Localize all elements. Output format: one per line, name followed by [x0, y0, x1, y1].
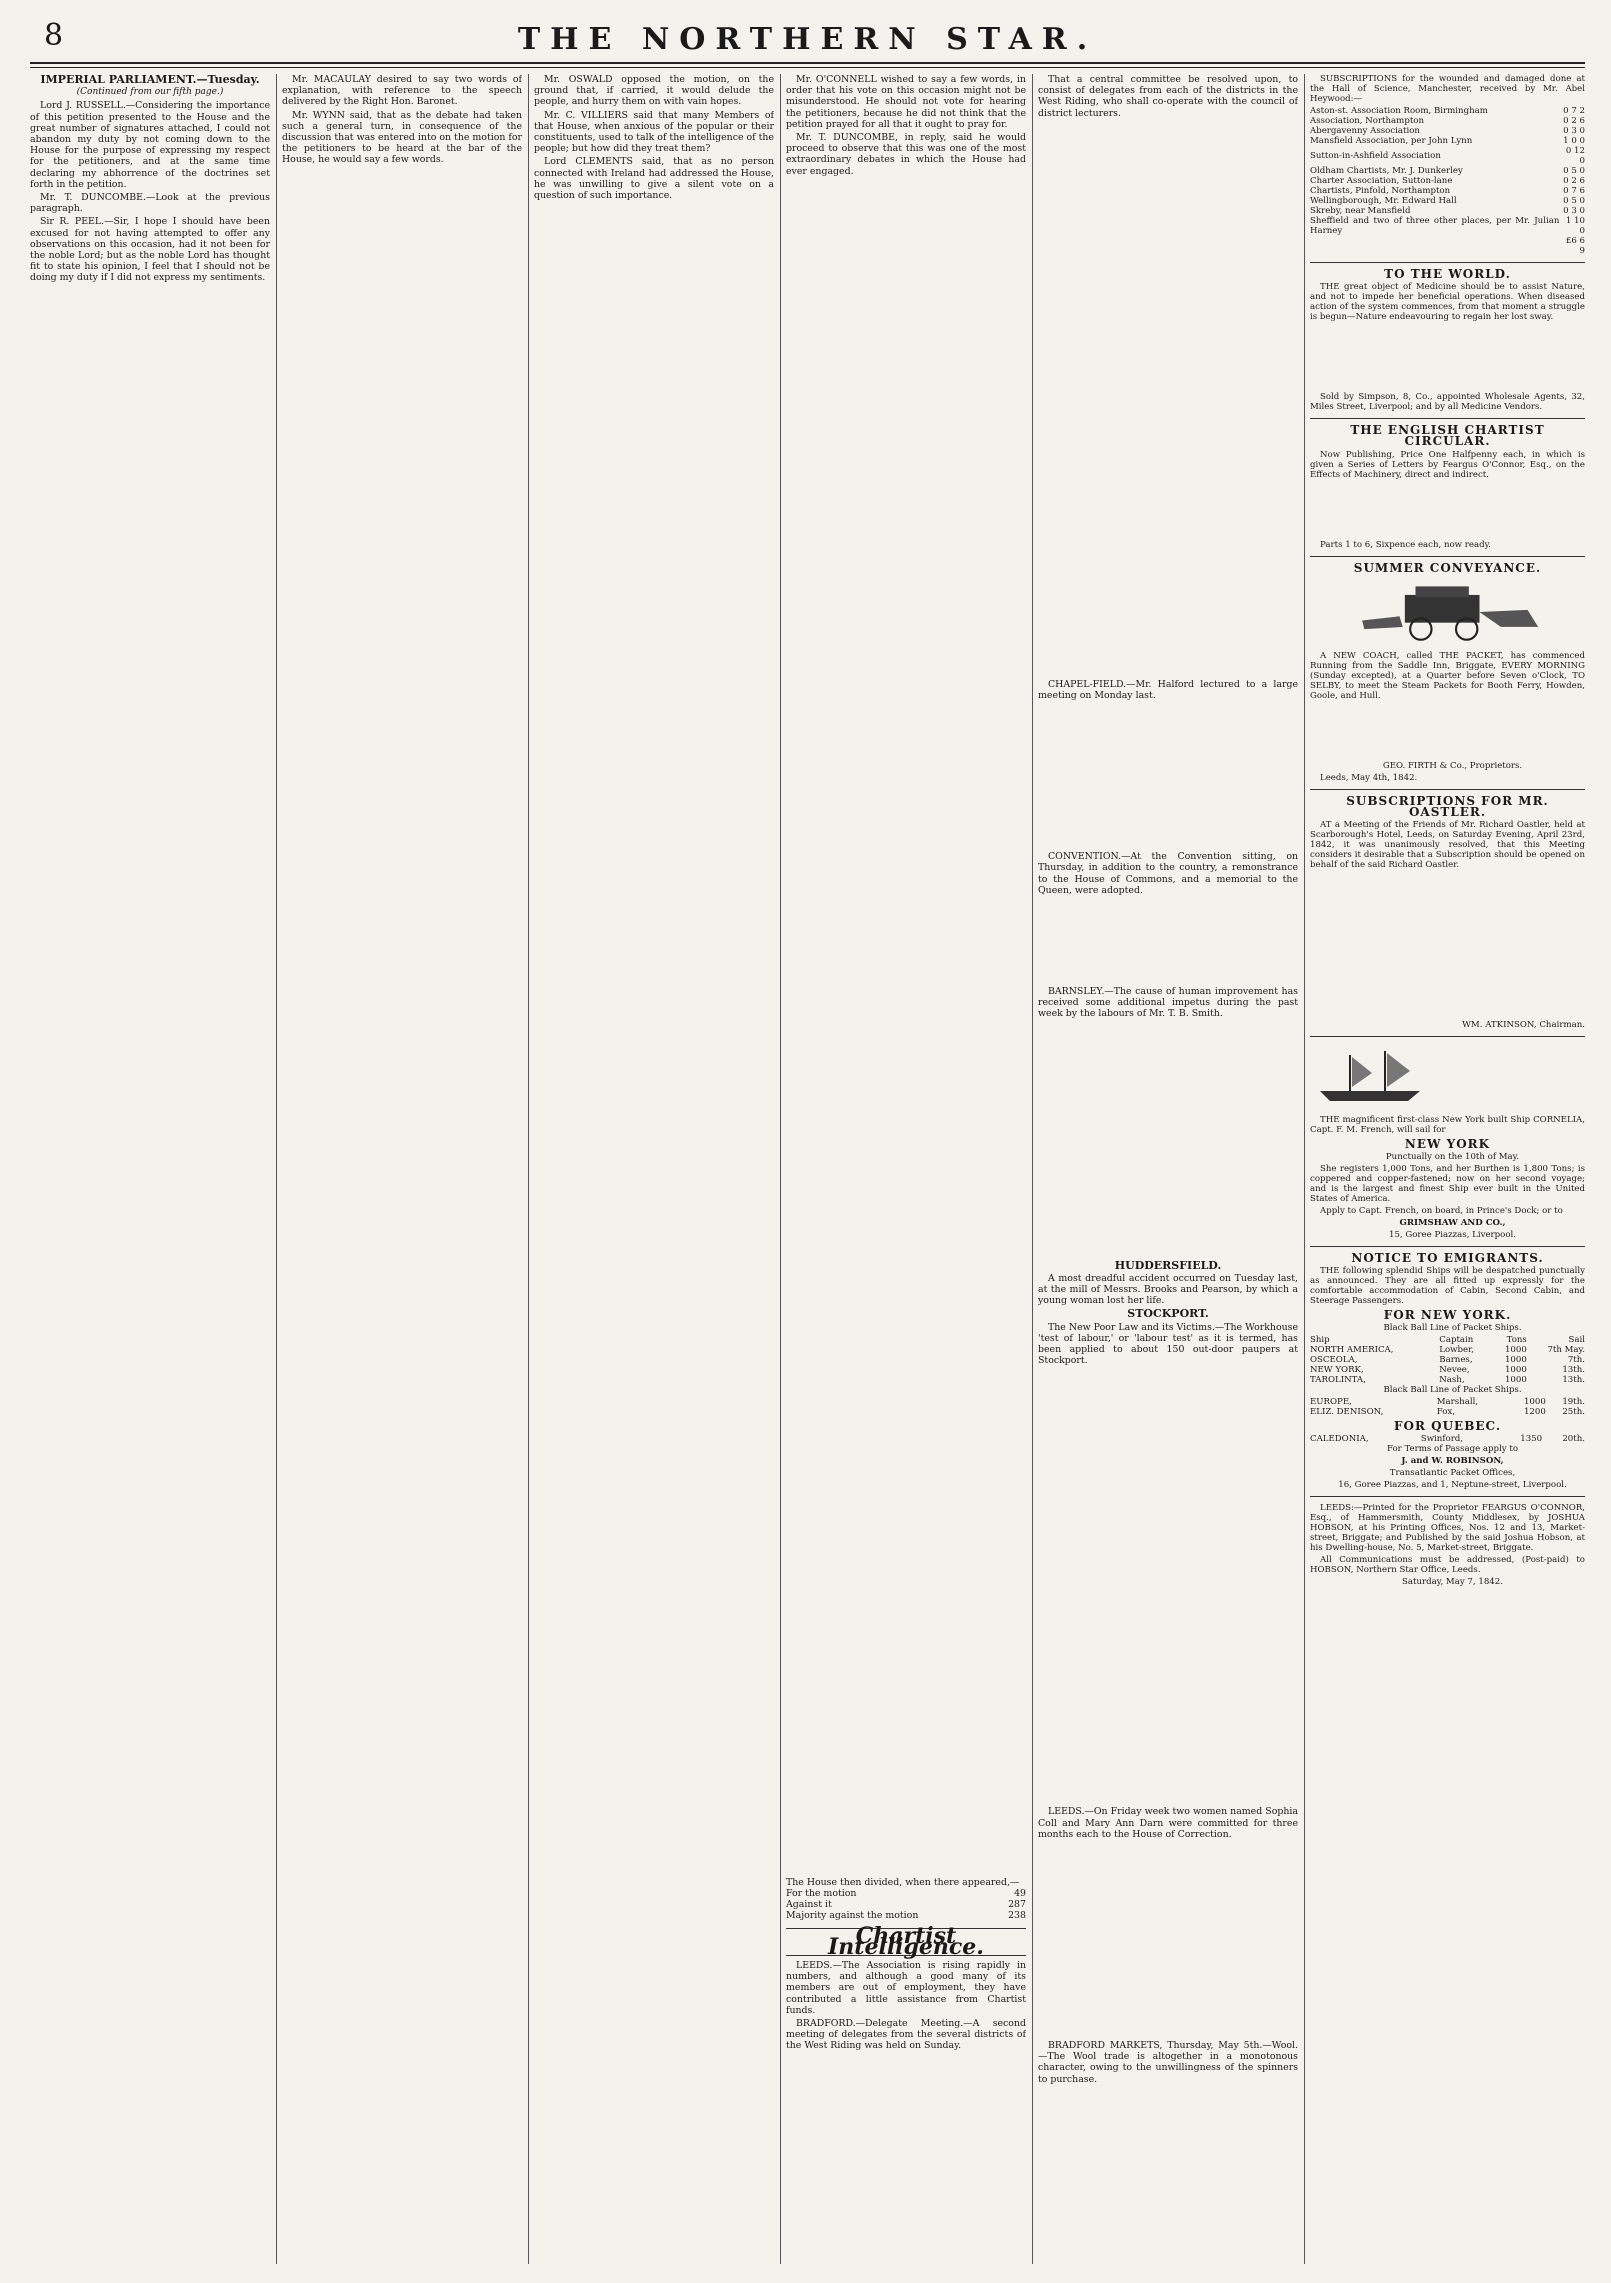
divider — [1310, 418, 1585, 419]
emigrants-new-york: FOR NEW YORK. — [1383, 1308, 1512, 1323]
page-number: 8 — [44, 18, 64, 53]
coach-illustration — [1310, 580, 1585, 644]
conveyance-date: Leeds, May 4th, 1842. — [1320, 773, 1418, 784]
oconnell-speech: Mr. O'CONNELL wished to say a few words, in order that his vote on this occasion might not be misunderstood. He should not vote for hearing the petitioners, because he did not think that the petition prayed for all that it ought to pray for. — [786, 74, 1026, 130]
circular-body: Now Publishing, Price One Halfpenny each, in which is given a Series of Letters by Feargus O'Connor, Esq., on the Effects of Machinery, direct and indirect. — [1310, 449, 1585, 480]
ship-illustration — [1310, 1047, 1430, 1107]
masthead-rule — [30, 64, 1585, 68]
subscriptions-heading: SUBSCRIPTIONS for the wounded and damaged done at the Hall of Science, Manchester, received by Mr. Abel Heywood:— — [1310, 74, 1585, 104]
column-rule — [1032, 74, 1033, 2264]
oastler-heading: SUBSCRIPTIONS FOR MR. OASTLER. — [1346, 794, 1549, 820]
conveyance-body: A NEW COACH, called THE PACKET, has commenced Running from the Saddle Inn, Briggate, EVERY MORNING (Sunday excepted), at a Quarter before Seven o'Clock, TO SELBY, to meet the Steam Packets for Booth Ferry, Howden, Goole, and Hull. — [1310, 651, 1585, 702]
macaulay-speech: Mr. MACAULAY desired to say two words of explanation, with reference to the speech delivered by the Right Hon. Baronet. — [282, 74, 522, 108]
emigrants-address: 16, Goree Piazzas, and 1, Neptune-street, Liverpool. — [1338, 1480, 1567, 1491]
conveyance-signature: GEO. FIRTH & Co., Proprietors. — [1382, 761, 1523, 772]
divider — [1310, 1496, 1585, 1497]
division-row: Against it 287 — [786, 1899, 1026, 1911]
division-row: Majority against the motion 238 — [786, 1910, 1026, 1922]
emigrants-agent: J. and W. ROBINSON, — [1401, 1456, 1504, 1467]
column-1 — [30, 74, 270, 2264]
subscription-row: Abergavenny Association 0 3 0 — [1310, 126, 1585, 136]
subscription-row: Chartists, Pinfold, Northampton 0 7 6 — [1310, 186, 1585, 196]
russell-speech: Lord J. RUSSELL.—Considering the importance of this petition presented to the House and the great number of signatures attached, I could not abandon my duty by not coming down to the House for the purpose of expressing my respect for the petitioners, and at the same time declaring my abhorrence of the doctrines set forth in the petition. — [30, 100, 270, 190]
subscription-row: Charter Association, Sutton-lane 0 2 6 — [1310, 176, 1585, 186]
emigrants-terms: For Terms of Passage apply to — [1386, 1444, 1518, 1455]
oastler-body: AT a Meeting of the Friends of Mr. Richard Oastler, held at Scarborough's Hotel, Leeds, on Saturday Evening, April 23rd, 1842, it was unanimously resolved, that this Meeting considers it desirable that a Subscription should be opened on behalf of the said Richard Oastler. — [1310, 820, 1585, 871]
ship-row: NEW YORK, Nevee, 1000 13th. — [1310, 1365, 1585, 1376]
subscription-row: Mansfield Association, per John Lynn 1 0 0 — [1310, 136, 1585, 146]
ships-table — [1310, 1335, 1585, 1385]
column-rule — [780, 74, 781, 2264]
emigrants-body: THE following splendid Ships will be despatched punctually as announced. They are all fitted up expressly for the comfortable accommodation of Cabin, Second Cabin, and Steerage Passengers. — [1310, 1266, 1585, 1307]
ships-header: Ship Captain Tons Sail — [1310, 1335, 1585, 1346]
subscription-row: Sutton-in-Ashfield Association 0 12 0 — [1310, 146, 1585, 166]
oswald-speech: Mr. OSWALD opposed the motion, on the ground that, if carried, it would delude the people, and hurry them on with vain hopes. — [534, 74, 774, 108]
convention-report: CONVENTION.—At the Convention sitting, on Thursday, in addition to the country, a remonstrance to the House of Commons, and a memorial to the Queen, were adopted. — [1038, 851, 1298, 896]
ship-row: OSCEOLA, Barnes, 1000 7th. — [1310, 1355, 1585, 1366]
barnsley-report: BARNSLEY.—The cause of human improvement has received some additional impetus during the past week by the labours of Mr. T. B. Smith. — [1038, 986, 1298, 1020]
subscription-row: Sheffield and two of three other places, per Mr. Julian Harney 1 10 0 — [1310, 216, 1585, 236]
emigrants-quebec: FOR QUEBEC. — [1394, 1419, 1501, 1434]
emigrants-line-1: Black Ball Line of Packet Ships. — [1383, 1323, 1522, 1334]
conveyance-heading: SUMMER CONVEYANCE. — [1353, 560, 1542, 575]
circular-heading: THE ENGLISH CHARTIST CIRCULAR. — [1350, 423, 1545, 449]
column-5 — [1038, 74, 1298, 2264]
stockport-report: The New Poor Law and its Victims.—The Workhouse 'test of labour,' or 'labour test' as it is termed, has been applied to about 150 out-door paupers at Stockport. — [1038, 1321, 1298, 1367]
huddersfield-heading: HUDDERSFIELD. — [1114, 1258, 1222, 1272]
huddersfield-report: A most dreadful accident occurred on Tuesday last, at the mill of Messrs. Brooks and Pearson, by which a young woman lost her life. — [1038, 1272, 1298, 1307]
ship-row: EUROPE, Marshall, 1000 19th. — [1310, 1397, 1585, 1408]
newyork-address: 15, Goree Piazzas, Liverpool. — [1389, 1229, 1516, 1240]
oastler-chair: WM. ATKINSON, Chairman. — [1462, 1020, 1585, 1031]
peel-speech: Sir R. PEEL.—Sir, I hope I should have been excused for not having attempted to offer any observations on this occasion, had it not been for the noble Lord; but as the noble Lord has thought fit to state his opinion, I feel that I should not be doing my duty if I did not express my sentiments. — [30, 216, 270, 284]
world-agents: Sold by Simpson, 8, Co., appointed Wholesale Agents, 32, Miles Street, Liverpool; and by all Medicine Vendors. — [1310, 392, 1585, 413]
emigrants-agent-2: Transatlantic Packet Offices, — [1389, 1468, 1516, 1479]
world-heading: TO THE WORLD. — [1384, 267, 1511, 281]
column-2 — [282, 74, 522, 2264]
divider — [1310, 1036, 1585, 1037]
emigrants-heading: NOTICE TO EMIGRANTS. — [1351, 1250, 1544, 1265]
column-rule — [1304, 74, 1305, 2264]
ship-row: CALEDONIA, Swinford, 1350 20th. — [1310, 1434, 1585, 1445]
newspaper-page — [30, 18, 1585, 2268]
leeds-report: LEEDS.—The Association is rising rapidly in numbers, and although a good many of its members are out of employment, they have contributed a little assistance from Chartist funds. — [786, 1960, 1026, 2016]
subscriptions-total: £6 6 9 — [1565, 236, 1585, 256]
duncombe-reply: Mr. T. DUNCOMBE, in reply, said he would proceed to observe that this was one of the most extraordinary debates in which the House had ever engaged. — [786, 132, 1026, 177]
subscription-row: Association, Northampton 0 2 6 — [1310, 116, 1585, 126]
column-rule — [276, 74, 277, 2264]
bradford-report: BRADFORD.—Delegate Meeting.—A second meeting of delegates from the several districts of the West Riding was held on Sunday. — [786, 2018, 1026, 2052]
ships-table-2 — [1310, 1397, 1585, 1417]
clements-speech: Lord CLEMENTS said, that as no person connected with Ireland had addressed the House, he was unwilling to give a silent vote on a question of such importance. — [534, 156, 774, 202]
ship-row: NORTH AMERICA, Lowber, 1000 7th May. — [1310, 1345, 1585, 1356]
column-3 — [534, 74, 774, 2264]
divider — [1310, 1246, 1585, 1247]
ship-row: ELIZ. DENISON, Fox, 1200 25th. — [1310, 1407, 1585, 1418]
imprint: LEEDS:—Printed for the Proprietor FEARGUS O'CONNOR, Esq., of Hammersmith, County Middlesex, by JOSHUA HOBSON, at his Printing Offices, Nos. 12 and 13, Market-street, Briggate; and Published by the said Joshua Hobson, at his Dwelling-house, No. 5, Market-street, Briggate. — [1310, 1503, 1585, 1554]
masthead — [30, 18, 1585, 64]
wynn-speech: Mr. WYNN said, that as the debate had taken such a general turn, in consequence of the discussion that was entered into on the motion for the petitioners to be heard at the bar of the House, he would say a few words. — [282, 109, 522, 166]
newyork-heading: NEW YORK — [1404, 1136, 1491, 1151]
paper-title: THE NORTHERN STAR. — [517, 22, 1098, 57]
columns — [30, 74, 1585, 2264]
circular-parts: Parts 1 to 6, Sixpence each, now ready. — [1320, 539, 1492, 550]
newyork-body: She registers 1,000 Tons, and her Burthen is 1,800 Tons; is coppered and copper-fastened; now on her second voyage; and is the largest and finest Ship ever built in the United States of America. — [1310, 1163, 1585, 1204]
leeds-second-report: LEEDS.—On Friday week two women named Sophia Coll and Mary Ann Darn were committed for three months each to the House of Correction. — [1038, 1806, 1298, 1840]
divider — [1310, 556, 1585, 557]
parliament-heading: IMPERIAL PARLIAMENT.—Tuesday. — [40, 74, 260, 86]
villiers-speech: Mr. C. VILLIERS said that many Members of that House, when anxious of the popular or their constituents, used to talk of the intelligence of the people; but how did they treat them? — [534, 109, 774, 155]
subscriptions-table — [1310, 106, 1585, 256]
ship-row: TAROLINTA, Nash, 1000 13th. — [1310, 1375, 1585, 1386]
newyork-agent: GRIMSHAW AND CO., — [1399, 1217, 1506, 1228]
subscription-row: Skreby, near Mansfield 0 3 0 — [1310, 206, 1585, 216]
column-rule — [528, 74, 529, 2264]
column-6-advertisements — [1310, 74, 1585, 2264]
divider — [1310, 789, 1585, 790]
ships-table-3 — [1310, 1434, 1585, 1444]
column-4 — [786, 74, 1026, 2264]
chartist-intelligence-title: Chartist Intelligence. — [786, 1928, 1026, 1956]
emigrants-line-2: Black Ball Line of Packet Ships. — [1383, 1385, 1522, 1396]
division-table — [786, 1877, 1026, 1922]
imprint-date: Saturday, May 7, 1842. — [1402, 1577, 1503, 1588]
division-row: The House then divided, when there appeared,— — [786, 1876, 1020, 1888]
subscription-row: Wellingborough, Mr. Edward Hall 0 5 0 — [1310, 196, 1585, 206]
duncombe-remark: Mr. T. DUNCOMBE.—Look at the previous paragraph. — [30, 192, 270, 215]
bradford-markets: BRADFORD MARKETS, Thursday, May 5th.—Wool.—The Wool trade is altogether in a monotonous character, owing to the unwillingness of the spinners to purchase. — [1038, 2040, 1298, 2085]
newyork-ship-body: THE magnificent first-class New York built Ship CORNELIA, Capt. F. M. French, will sail for — [1310, 1114, 1585, 1135]
world-body: THE great object of Medicine should be to assist Nature, and not to impede her beneficial operations. When diseased action of the system commences, from that moment a struggle is begun—Nature endeavouring to regain her lost sway. — [1310, 282, 1585, 323]
chapel-field-report: CHAPEL-FIELD.—Mr. Halford lectured to a large meeting on Monday last. — [1038, 678, 1298, 702]
subscription-row: Oldham Chartists, Mr. J. Dunkerley 0 5 0 — [1310, 166, 1585, 176]
stockport-heading: STOCKPORT. — [1127, 1307, 1209, 1321]
newyork-apply: Apply to Capt. French, on board, in Prince's Dock; or to — [1320, 1205, 1563, 1216]
imprint-note: All Communications must be addressed, (Post-paid) to HOBSON, Northern Star Office, Leeds. — [1310, 1555, 1585, 1576]
division-row: For the motion 49 — [786, 1888, 1026, 1900]
parliament-subheading: (Continued from our fifth page.) — [76, 87, 224, 98]
subscription-row: Aston-st. Association Room, Birmingham 0 7 2 — [1310, 106, 1585, 116]
newyork-date: Punctually on the 10th of May. — [1385, 1151, 1520, 1162]
divider — [1310, 262, 1585, 263]
central-committee-resolution: That a central committee be resolved upon, to consist of delegates from each of the districts in the West Riding, who shall co-operate with the council of district lecturers. — [1038, 74, 1298, 119]
